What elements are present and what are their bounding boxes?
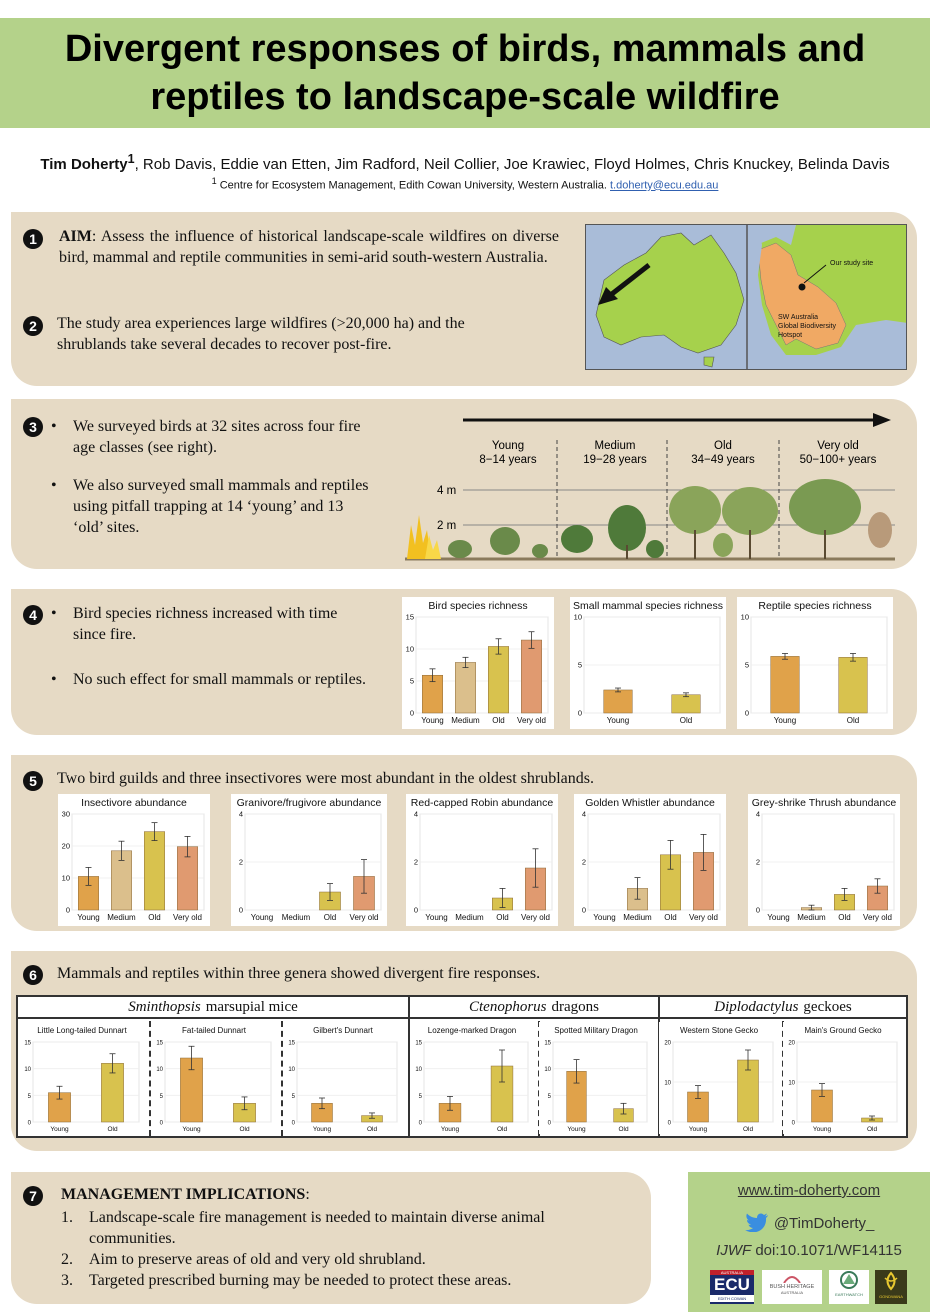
y-tick-label: 10	[544, 1067, 551, 1074]
group-ctenophorus: Ctenophorus dragons	[410, 997, 658, 1019]
twitter-link[interactable]: @TimDoherty_	[688, 1212, 930, 1232]
section-survey	[11, 399, 917, 569]
chart-title: Insectivore abundance	[81, 797, 187, 809]
category-label: Medium	[451, 716, 480, 725]
category-label: Old	[742, 1126, 754, 1133]
lead-author: Tim Doherty	[40, 156, 128, 173]
category-label: Old	[846, 716, 860, 725]
category-label: Young	[440, 1126, 460, 1133]
category-label: Young	[50, 1126, 69, 1133]
y-tick-label: 10	[61, 873, 70, 883]
chart-title: Lozenge-marked Dragon	[427, 1026, 517, 1035]
category-label: Medium	[797, 913, 826, 922]
age-medium-name: Medium	[594, 440, 636, 452]
y-tick-label: 4	[755, 809, 760, 819]
chart-thrush	[748, 794, 900, 926]
y-tick-label: 20	[61, 841, 70, 851]
category-label: Young	[77, 913, 100, 922]
management-item: Aim to preserve areas of old and very old shrubland.	[89, 1251, 426, 1268]
y-tick-label: 2	[581, 857, 586, 867]
age-veryold-years: 50−100+ years	[799, 454, 877, 466]
section-number: 4	[23, 605, 43, 625]
height-2m: 2 m	[437, 520, 457, 532]
chart-title: Little Long-tailed Dunnart	[37, 1026, 127, 1035]
shrubs-young	[448, 527, 548, 558]
chart-granivore	[231, 794, 387, 926]
y-tick-label: 0	[577, 708, 582, 718]
category-label: Old	[496, 1126, 508, 1133]
email-link[interactable]: t.doherty@ecu.edu.au	[610, 179, 719, 192]
study-area-text: The study area experiences large wildfires (>20,000 ha) and the shrublands take several decades to recover post-fire.	[57, 315, 465, 353]
bar-young	[771, 656, 800, 713]
height-4m: 4 m	[437, 485, 457, 497]
y-tick-label: 0	[409, 708, 414, 718]
y-tick-label: 5	[418, 1093, 422, 1100]
y-tick-label: 10	[788, 1080, 795, 1087]
y-tick-label: 0	[413, 905, 418, 915]
category-label: Young	[421, 716, 444, 725]
age-young-name: Young	[491, 440, 525, 452]
bush-heritage-logo: BUSH HERITAGE AUSTRALIA	[762, 1270, 822, 1304]
category-label: Young	[773, 716, 797, 725]
fire-flames	[407, 515, 441, 559]
chart-title: Bird species richness	[428, 600, 528, 612]
category-label: Young	[593, 913, 616, 922]
y-tick-label: 0	[547, 1120, 551, 1127]
section-number: 1	[23, 229, 43, 249]
chart-title: Fat-tailed Dunnart	[181, 1026, 247, 1035]
y-tick-label: 0	[667, 1120, 671, 1127]
category-label: Very old	[173, 913, 202, 922]
y-tick-label: 10	[24, 1067, 31, 1074]
bar-medium	[455, 662, 475, 713]
y-tick-label: 0	[744, 708, 749, 718]
age-veryold-name: Very old	[817, 440, 859, 452]
section-management	[11, 1172, 651, 1304]
y-tick-label: 5	[27, 1093, 31, 1100]
survey-bullets: • We surveyed birds at 32 sites across four fire age classes (see right). • We also surveyed small mammals and reptiles using pitfall trapping at 14 ‘young’ and 13 ‘old’ sites.	[51, 416, 371, 556]
chart-title: Spotted Military Dragon	[554, 1026, 638, 1035]
chart-title: Western Stone Gecko	[679, 1026, 759, 1035]
y-tick-label: 15	[405, 612, 414, 622]
bar-old	[839, 657, 868, 713]
category-label: Old	[366, 1126, 378, 1133]
doi-citation: IJWF doi:10.1071/WF14115	[716, 1242, 902, 1259]
y-tick-label: 10	[415, 1067, 422, 1074]
chart-mains-ground-gecko	[783, 1022, 903, 1134]
y-tick-label: 0	[65, 905, 70, 915]
shrubs-old	[669, 486, 778, 557]
category-label: Old	[148, 913, 161, 922]
bullet-mammals: We also surveyed small mammals and reptiles using pitfall trapping at 14 ‘young’ and 13 ‘old’ sites.	[73, 477, 369, 536]
chart-reptile-richness	[737, 597, 893, 729]
management-heading: MANAGEMENT IMPLICATIONS:	[61, 1186, 310, 1203]
y-tick-label: 15	[156, 1040, 163, 1047]
age-young-years: 8−14 years	[479, 454, 537, 466]
y-tick-label: 0	[581, 905, 586, 915]
y-tick-label: 0	[27, 1120, 31, 1127]
y-tick-label: 0	[159, 1120, 163, 1127]
bullet-birds: We surveyed birds at 32 sites across four fire age classes (see right).	[73, 418, 361, 456]
bullet-no-effect: No such effect for small mammals or reptiles.	[73, 671, 366, 688]
chart-robin	[406, 794, 558, 926]
co-authors: , Rob Davis, Eddie van Etten, Jim Radford, Neil Collier, Joe Krawiec, Floyd Holmes, Chris Knuckey, Belinda Davis	[134, 156, 890, 173]
y-tick-label: 10	[740, 612, 749, 622]
bar-old	[672, 695, 701, 713]
y-tick-label: 5	[744, 660, 749, 670]
shrubs-veryold	[789, 479, 892, 548]
contact-box	[688, 1172, 930, 1312]
genera-text: Mammals and reptiles within three genera showed divergent fire responses.	[57, 965, 541, 982]
category-label: Old	[239, 1126, 250, 1133]
category-label: Very old	[521, 913, 550, 922]
category-label: Old	[323, 913, 337, 922]
category-label: Medium	[281, 913, 311, 922]
category-label: Young	[182, 1126, 201, 1133]
chart-western-stone-gecko	[659, 1022, 779, 1134]
age-medium-years: 19−28 years	[583, 454, 647, 466]
category-label: Young	[425, 913, 448, 922]
bar-old	[488, 646, 508, 713]
group-sminthopsis: Sminthopsis marsupial mice	[18, 997, 408, 1019]
category-label: Old	[838, 913, 851, 922]
category-label: Young	[688, 1126, 708, 1133]
shrubs-medium	[561, 505, 664, 558]
richness-bullets: • Bird species richness increased with time since fire. • No such effect for small mammals or reptiles.	[51, 603, 371, 708]
y-tick-label: 4	[413, 809, 418, 819]
category-label: Medium	[455, 913, 484, 922]
twitter-icon	[744, 1212, 770, 1232]
section-aim	[11, 212, 917, 386]
chart-title: Granivore/frugivore abundance	[236, 797, 382, 809]
y-tick-label: 20	[664, 1040, 671, 1047]
chart-gilberts-dunnart	[283, 1022, 403, 1134]
category-label: Young	[567, 1126, 586, 1133]
y-tick-label: 2	[755, 857, 760, 867]
category-label: Young	[250, 913, 274, 922]
category-label: Old	[679, 716, 693, 725]
bar-young	[604, 690, 633, 713]
map-site-label: Our study site	[830, 260, 874, 267]
website-link[interactable]: www.tim-doherty.com	[737, 1182, 881, 1199]
y-tick-label: 10	[156, 1067, 163, 1074]
aim-text: AIM: Assess the influence of historical landscape-scale wildfires on diverse bird, mammal and reptile communities in semi-arid south-western Australia.	[59, 228, 559, 266]
author-list: Tim Doherty$^1$, Rob Davis, Eddie van Etten, Jim Radford, Neil Collier, Joe Krawiec, Floyd Holmes, Chris Knuckey, Belinda Davis	[40, 152, 890, 173]
age-old-years: 34−49 years	[691, 454, 755, 466]
chart-whistler	[574, 794, 726, 926]
chart-title: Reptile species richness	[758, 600, 872, 612]
y-tick-label: 10	[573, 612, 582, 622]
y-tick-label: 10	[664, 1080, 671, 1087]
chart-insectivore	[58, 794, 210, 926]
category-label: Medium	[623, 913, 652, 922]
category-label: Very old	[517, 716, 546, 725]
category-label: Old	[107, 1126, 118, 1133]
y-tick-label: 5	[159, 1093, 163, 1100]
poster-title: Divergent responses of birds, mammals and reptiles to landscape-scale wildfire	[0, 18, 930, 128]
category-label: Young	[767, 913, 790, 922]
category-label: Very old	[863, 913, 892, 922]
category-label: Young	[312, 1126, 332, 1133]
section-number: 6	[23, 965, 43, 985]
chart-fat-tailed-dunnart	[151, 1022, 277, 1134]
y-tick-label: 0	[291, 1120, 295, 1127]
guilds-text: Two bird guilds and three insectivores were most abundant in the oldest shrublands.	[57, 770, 594, 787]
category-label: Old	[496, 913, 509, 922]
y-tick-label: 10	[288, 1067, 295, 1074]
location-map	[585, 224, 907, 370]
category-label: Very old	[349, 913, 379, 922]
chart-title: Golden Whistler abundance	[585, 797, 715, 809]
y-tick-label: 4	[238, 809, 243, 819]
section-number: 3	[23, 417, 43, 437]
age-old-name: Old	[714, 440, 732, 452]
chart-spotted-military-dragon	[539, 1022, 653, 1134]
chart-title: Main's Ground Gecko	[804, 1026, 882, 1035]
y-tick-label: 15	[24, 1040, 31, 1047]
y-tick-label: 5	[291, 1093, 295, 1100]
management-item: Targeted prescribed burning may be needed to protect these areas.	[89, 1272, 512, 1289]
y-tick-label: 5	[577, 660, 582, 670]
management-list: 1. Landscape-scale fire management is needed to maintain diverse animal communities. 2. Aim to preserve areas of old and very old shrubland. 3. Targeted prescribed burning may be needed to protect these areas.	[61, 1207, 621, 1291]
y-tick-label: 30	[61, 809, 70, 819]
bullet-bird-richness: Bird species richness increased with time since fire.	[73, 605, 338, 643]
category-label: Young	[606, 716, 630, 725]
y-tick-label: 10	[405, 644, 414, 654]
chart-title: Gilbert's Dunnart	[313, 1026, 373, 1035]
y-tick-label: 20	[788, 1040, 795, 1047]
y-tick-label: 15	[544, 1040, 551, 1047]
gondwana-logo: GONDWANA	[875, 1270, 907, 1304]
y-tick-label: 0	[418, 1120, 422, 1127]
section-number: 2	[23, 316, 43, 336]
y-tick-label: 2	[413, 857, 418, 867]
chart-lozenge-marked-dragon	[410, 1022, 534, 1134]
y-tick-label: 15	[415, 1040, 422, 1047]
y-tick-label: 5	[409, 676, 414, 686]
chart-little-long-tailed-dunnart	[19, 1022, 145, 1134]
category-label: Old	[866, 1126, 878, 1133]
ecu-logo: AUSTRALIA ECU EDITH COWAN	[710, 1270, 754, 1304]
chart-bird-richness	[402, 597, 554, 729]
category-label: Old	[492, 716, 505, 725]
category-label: Old	[618, 1126, 629, 1133]
map-hotspot-label: SW Australia Global Biodiversity Hotspot	[778, 314, 836, 339]
bar-old	[144, 832, 164, 910]
fire-age-diagram	[405, 405, 905, 565]
management-item: Landscape-scale fire management is needed to maintain diverse animal communities.	[89, 1209, 545, 1247]
y-tick-label: 0	[791, 1120, 795, 1127]
chart-title: Red-capped Robin abundance	[410, 797, 554, 809]
category-label: Medium	[107, 913, 136, 922]
section-number: 5	[23, 771, 43, 791]
y-tick-label: 4	[581, 809, 586, 819]
section-number: 7	[23, 1186, 43, 1206]
y-tick-label: 5	[547, 1093, 551, 1100]
earthwatch-logo: EARTHWATCH	[829, 1270, 869, 1304]
group-diplodactylus: Diplodactylus geckoes	[660, 997, 906, 1019]
category-label: Old	[664, 913, 677, 922]
affiliation: $^1$ Centre for Ecosystem Management, Edith Cowan University, Western Australia. t.doherty@ecu.edu.au	[211, 176, 719, 192]
category-label: Young	[812, 1126, 832, 1133]
y-tick-label: 0	[755, 905, 760, 915]
y-tick-label: 2	[238, 857, 243, 867]
category-label: Very old	[689, 913, 718, 922]
chart-title: Small mammal species richness	[573, 600, 723, 612]
bar-very-old	[521, 640, 541, 713]
y-tick-label: 15	[288, 1040, 295, 1047]
y-tick-label: 0	[238, 905, 243, 915]
chart-title: Grey-shrike Thrush abundance	[751, 797, 897, 809]
chart-mammal-richness	[570, 597, 726, 729]
